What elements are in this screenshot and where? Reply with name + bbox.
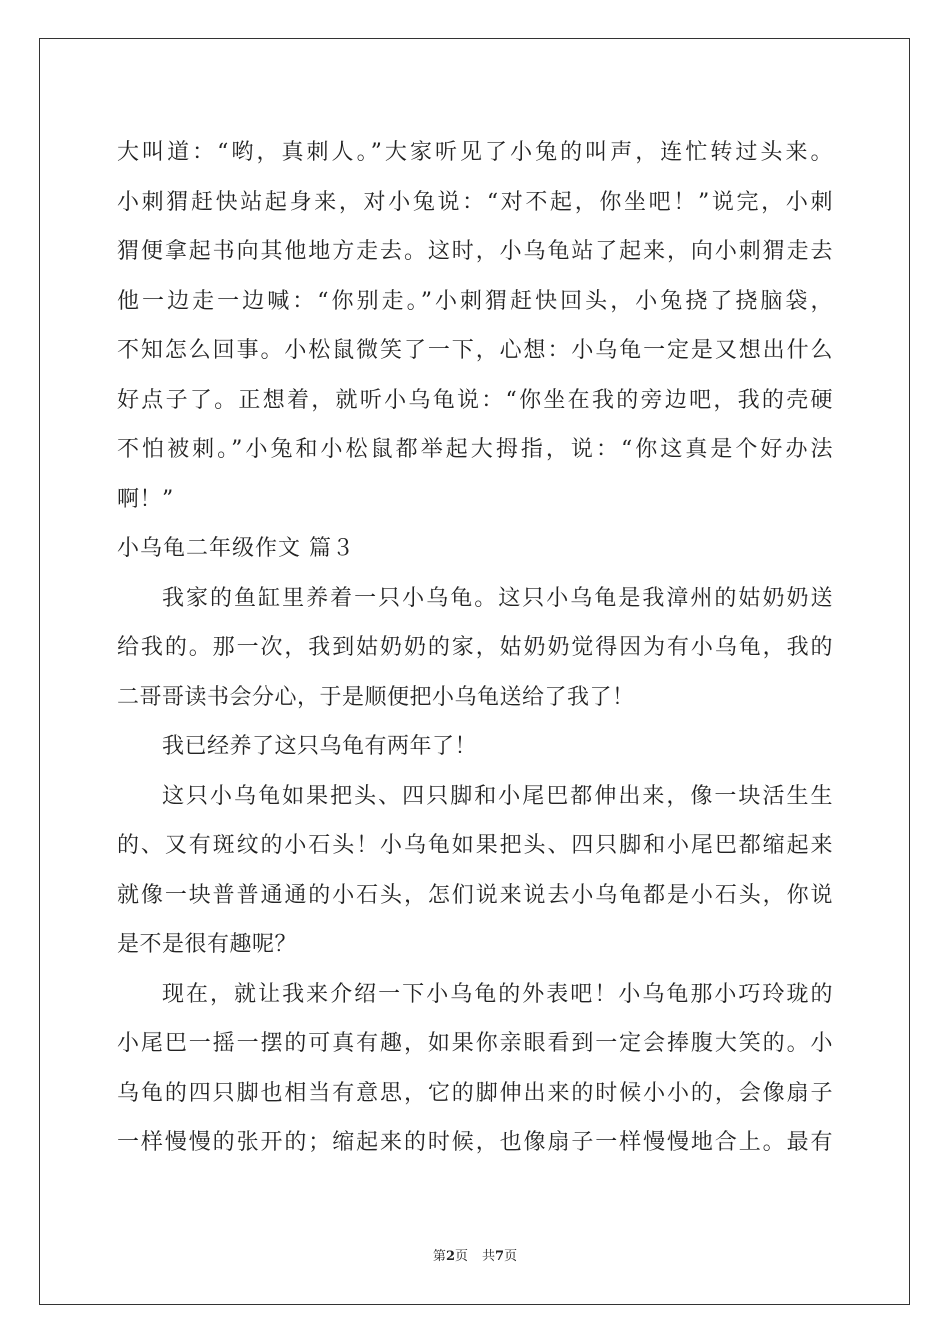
- total-pages: 7: [495, 1249, 505, 1264]
- text-line: 小刺猬赶快站起身来，对小兔说：“对不起，你坐吧！”说完，小刺: [117, 189, 833, 215]
- text-line: 乌龟的四只脚也相当有意思，它的脚伸出来的时候小小的，会像扇子: [117, 1080, 833, 1106]
- text-line: 小尾巴一摇一摆的可真有趣，如果你亲眼看到一定会捧腹大笑的。小: [117, 1031, 833, 1056]
- document-body: [117, 128, 833, 1168]
- text-line: 一样慢慢的张开的；缩起来的时候，也像扇子一样慢慢地合上。最有: [117, 1130, 833, 1155]
- text-line: 大叫道：“哟，真刺人。”大家听见了小兔的叫声，连忙转过头来。: [117, 140, 833, 165]
- page-number: 2: [445, 1249, 455, 1264]
- page-suffix: 页: [454, 1249, 468, 1264]
- text-line: 啊！”: [117, 486, 174, 512]
- text-line: 二哥哥读书会分心，于是顺便把小乌龟送给了我了！: [117, 684, 635, 710]
- page-prefix: 第: [432, 1249, 446, 1264]
- total-prefix: 共: [482, 1249, 496, 1264]
- text-line: 给我的。那一次，我到姑奶奶的家，姑奶奶觉得因为有小乌龟，我的: [117, 635, 833, 660]
- text-line: 不知怎么回事。小松鼠微笑了一下，心想：小乌龟一定是又想出什么: [117, 338, 833, 363]
- text-line: 的、又有斑纹的小石头！小乌龟如果把头、四只脚和小尾巴都缩起来: [117, 833, 833, 858]
- text-line: 我已经养了这只乌龟有两年了！: [162, 734, 478, 759]
- text-line: 猬便拿起书向其他地方走去。这时，小乌龟站了起来，向小刺猬走去: [117, 239, 833, 264]
- text-line: 现在，就让我来介绍一下小乌龟的外表吧！小乌龟那小巧玲珑的: [162, 981, 833, 1007]
- text-line: 不怕被刺。”小兔和小松鼠都举起大拇指，说：“你这真是个好办法: [117, 437, 833, 462]
- text-line: 是不是很有趣呢？: [117, 932, 298, 957]
- page-footer: [0, 1245, 950, 1264]
- section-heading: 小乌龟二年级作文 篇３: [117, 536, 355, 561]
- text-line: 这只小乌龟如果把头、四只脚和小尾巴都伸出来，像一块活生生: [162, 783, 833, 809]
- text-line: 就像一块普普通通的小石头，怎们说来说去小乌龟都是小石头，你说: [117, 882, 833, 908]
- text-line: 好点子了。正想着，就听小乌龟说：“你坐在我的旁边吧，我的壳硬: [117, 387, 833, 413]
- total-suffix: 页: [504, 1249, 518, 1264]
- text-line: 他一边走一边喊：“你别走。”小刺猬赶快回头，小兔挠了挠脑袋，: [117, 288, 833, 314]
- text-line: 我家的鱼缸里养着一只小乌龟。这只小乌龟是我漳州的姑奶奶送: [162, 585, 833, 611]
